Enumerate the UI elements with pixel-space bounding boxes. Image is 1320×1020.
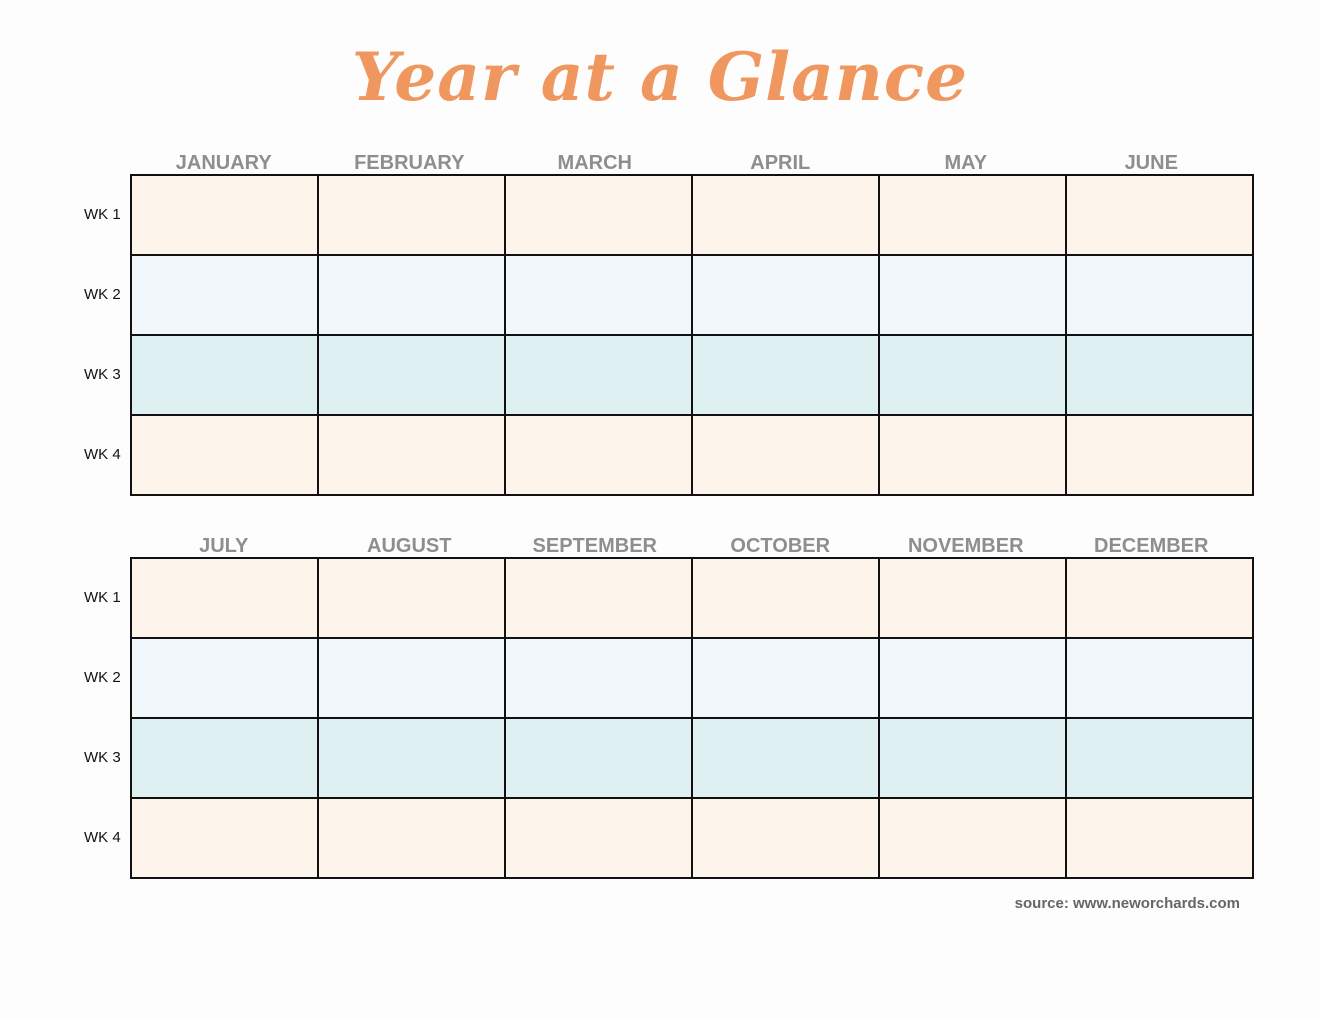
month-label-january: JANUARY [175,152,272,174]
calendar-grid-second-half [130,557,1254,879]
calendar-cell[interactable] [692,255,879,335]
calendar-cell[interactable] [131,175,318,255]
calendar-cell[interactable] [692,798,879,878]
calendar-cell[interactable] [318,638,505,718]
calendar-cell[interactable] [318,798,505,878]
calendar-cell[interactable] [692,638,879,718]
calendar-cell[interactable] [692,415,879,495]
calendar-cell[interactable] [879,415,1066,495]
calendar-cell[interactable] [879,798,1066,878]
calendar-cell[interactable] [1066,175,1253,255]
calendar-cell[interactable] [1066,718,1253,798]
calendar-cell[interactable] [692,718,879,798]
calendar-cell[interactable] [318,415,505,495]
page-title: Year at a Glance [351,38,969,116]
week-label-4: WK 4 [84,446,121,463]
calendar-cell[interactable] [692,175,879,255]
month-label-june: JUNE [1124,152,1178,174]
calendar-cell[interactable] [318,558,505,638]
calendar-cell[interactable] [879,718,1066,798]
source-credit: source: www.neworchards.com [1014,895,1240,912]
week-label-1: WK 1 [84,589,121,606]
month-label-december: DECEMBER [1094,535,1209,557]
week-label-column [84,558,130,878]
calendar-cell[interactable] [1066,798,1253,878]
calendar-cell[interactable] [318,335,505,415]
month-label-april: APRIL [750,152,811,174]
calendar-grid-first-half [130,174,1254,496]
calendar-cell[interactable] [505,558,692,638]
week-row-3 [131,718,1253,798]
month-label-october: OCTOBER [730,535,831,557]
calendar-cell[interactable] [131,718,318,798]
month-header-row [131,150,1244,176]
month-label-november: NOVEMBER [907,535,1024,557]
week-row-4 [131,415,1253,495]
calendar-cell[interactable] [879,638,1066,718]
calendar-cell[interactable] [131,335,318,415]
calendar-cell[interactable] [318,255,505,335]
calendar-cell[interactable] [879,558,1066,638]
calendar-cell[interactable] [318,175,505,255]
week-row-1 [131,175,1253,255]
month-label-august: AUGUST [367,535,452,557]
calendar-cell[interactable] [505,638,692,718]
month-label-september: SEPTEMBER [532,535,657,557]
calendar-cell[interactable] [1066,335,1253,415]
calendar-cell[interactable] [692,335,879,415]
week-label-column [84,175,130,495]
calendar-cell[interactable] [131,415,318,495]
week-label-2: WK 2 [84,286,121,303]
week-row-3 [131,335,1253,415]
calendar-cell[interactable] [1066,415,1253,495]
calendar-cell[interactable] [505,718,692,798]
week-label-1: WK 1 [84,206,121,223]
month-label-may: MAY [944,152,988,174]
calendar-cell[interactable] [131,638,318,718]
calendar-cell[interactable] [131,255,318,335]
calendar-cell[interactable] [505,415,692,495]
week-label-3: WK 3 [84,366,121,383]
month-label-february: FEBRUARY [354,152,465,174]
week-label-3: WK 3 [84,749,121,766]
week-label-4: WK 4 [84,829,121,846]
calendar-cell[interactable] [1066,558,1253,638]
calendar-cell[interactable] [505,335,692,415]
calendar-cell[interactable] [1066,255,1253,335]
calendar-cell[interactable] [318,718,505,798]
calendar-cell[interactable] [1066,638,1253,718]
calendar-cell[interactable] [879,335,1066,415]
week-row-4 [131,798,1253,878]
calendar-cell[interactable] [505,255,692,335]
week-row-2 [131,255,1253,335]
calendar-cell[interactable] [879,255,1066,335]
month-header-row [131,533,1244,559]
calendar-cell[interactable] [505,175,692,255]
week-row-2 [131,638,1253,718]
calendar-cell[interactable] [131,558,318,638]
calendar-cell[interactable] [692,558,879,638]
month-label-july: JULY [199,535,249,557]
week-label-2: WK 2 [84,669,121,686]
calendar-cell[interactable] [879,175,1066,255]
calendar-cell[interactable] [131,798,318,878]
month-label-march: MARCH [557,152,632,174]
calendar-cell[interactable] [505,798,692,878]
week-row-1 [131,558,1253,638]
